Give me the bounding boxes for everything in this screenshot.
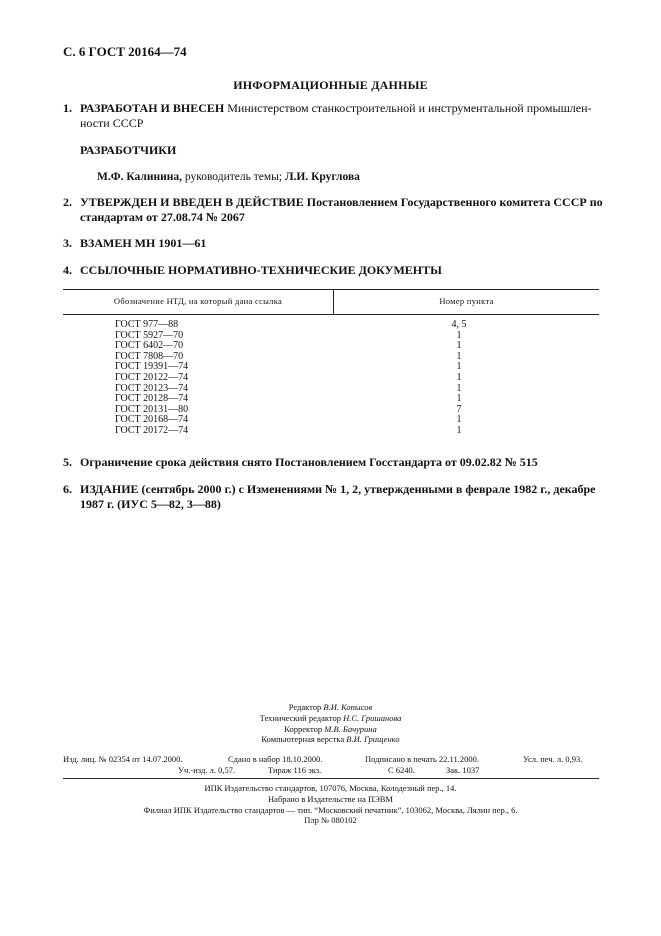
- item-body: [80, 101, 603, 131]
- item-number: 2.: [63, 195, 72, 209]
- pub-print-sheets: Усл. печ. л. 0,93.: [523, 754, 583, 764]
- table-row: ГОСТ 20131—80 7: [115, 403, 462, 415]
- footer-divider: [63, 778, 599, 779]
- credit-layout: Компьютерная верстка В.И. Грищенко: [261, 734, 400, 745]
- column-header-clause: Номер пункта: [439, 296, 494, 306]
- item-developed: [63, 101, 603, 131]
- item-body: ИЗДАНИЕ (сентябрь 2000 г.) с Изменениями № 1, 2, утвержденными в феврале 1982 г., декабре 1987 г. (ИУС 5—82, 3—88): [80, 482, 596, 511]
- footer-line: Плр № 080102: [304, 815, 357, 826]
- table-row: ГОСТ 6402—70 1: [115, 340, 462, 352]
- item-validity: [63, 455, 603, 470]
- item-body: [80, 195, 603, 225]
- table-row: ГОСТ 20172—74 1: [115, 424, 462, 436]
- item-number: 3.: [63, 236, 72, 250]
- credits-block: [0, 702, 661, 745]
- table-row: ГОСТ 20168—74 1: [115, 414, 462, 426]
- developer-name: Л.И. Круглова: [284, 171, 360, 183]
- credit-editor: Редактор В.И. Копысов: [288, 702, 373, 712]
- footer-imprint: [0, 783, 661, 826]
- table-row: ГОСТ 20128—74 1: [115, 393, 462, 405]
- developers-list: [97, 171, 360, 183]
- pub-print-run: Тираж 116 экз.: [268, 765, 322, 775]
- item-text: Министерством станкостроительной и инструментальной промышлен-ности СССР: [80, 101, 592, 130]
- pub-license: Изд. лиц. № 02354 от 14.07.2000.: [63, 754, 183, 764]
- item-replaced: [63, 236, 603, 251]
- pub-order: Зак. 1037: [446, 765, 480, 775]
- item-bold-lead: УТВЕРЖДЕН И ВВЕДЕН В ДЕЙСТВИЕ: [80, 195, 304, 209]
- footer-line: ИПК Издательство стандартов, 107076, Москва, Колодезный пер., 14.: [204, 783, 457, 793]
- credit-tech-editor: Технический редактор Н.С. Гришанова: [259, 712, 402, 723]
- column-header-document: Обозначение НТД, на который дана ссылка: [113, 296, 283, 306]
- developer-role: руководитель темы;: [181, 171, 285, 183]
- item-references: [63, 263, 603, 278]
- item-body: ССЫЛОЧНЫЕ НОРМАТИВНО-ТЕХНИЧЕСКИЕ ДОКУМЕНТЫ: [80, 263, 442, 277]
- item-number: 5.: [63, 455, 72, 469]
- pub-typeset: Сдано в набор 18.10.2000.: [228, 754, 323, 764]
- item-number: 1.: [63, 101, 72, 115]
- credit-proofreader: Корректор М.В. Бачурина: [284, 723, 377, 734]
- references-table: [63, 289, 599, 437]
- table-row: ГОСТ 5927—70 1: [115, 329, 462, 341]
- section-title: ИНФОРМАЦИОННЫЕ ДАННЫЕ: [233, 78, 428, 92]
- table-row: ГОСТ 20122—74 1: [115, 371, 462, 383]
- developer-name: М.Ф. Калинина,: [97, 171, 182, 183]
- pub-pub-sheets: Уч.-изд. л. 0,57.: [178, 765, 236, 775]
- table-row: ГОСТ 977—88 4, 5: [115, 319, 467, 330]
- item-bold-lead: РАЗРАБОТАН И ВНЕСЕН: [80, 101, 225, 115]
- item-approved: [63, 195, 603, 225]
- item-number: 4.: [63, 263, 72, 277]
- table-header: [63, 289, 599, 315]
- footer-line: Набрано в Издательстве на ПЭВМ: [268, 793, 393, 804]
- footer-line: Филиал ИПК Издательство стандартов — тип. “Московский печатник”, 103062, Москва, Лялин пер., 6.: [143, 804, 518, 815]
- item-edition: [63, 482, 603, 512]
- item-number: 6.: [63, 482, 72, 496]
- developers-heading: РАЗРАБОТЧИКИ: [80, 143, 177, 157]
- table-row: ГОСТ 7808—70 1: [115, 350, 462, 362]
- table-row: ГОСТ 20123—74 1: [115, 382, 462, 394]
- pub-code: С 6240.: [388, 765, 415, 775]
- item-body: Ограничение срока действия снято Постановлением Госстандарта от 09.02.82 № 515: [80, 455, 538, 469]
- page-header: С. 6 ГОСТ 20164—74: [63, 44, 187, 59]
- item-body: ВЗАМЕН МН 1901—61: [80, 236, 207, 250]
- item-text: Постановлением Государственного комитета СССР по стандартам от 27.08.74 № 2067: [80, 195, 603, 224]
- table-row: ГОСТ 19391—74 1: [115, 361, 462, 373]
- table-body: [63, 320, 599, 437]
- pub-signed: Подписано в печать 22.11.2000.: [365, 754, 479, 764]
